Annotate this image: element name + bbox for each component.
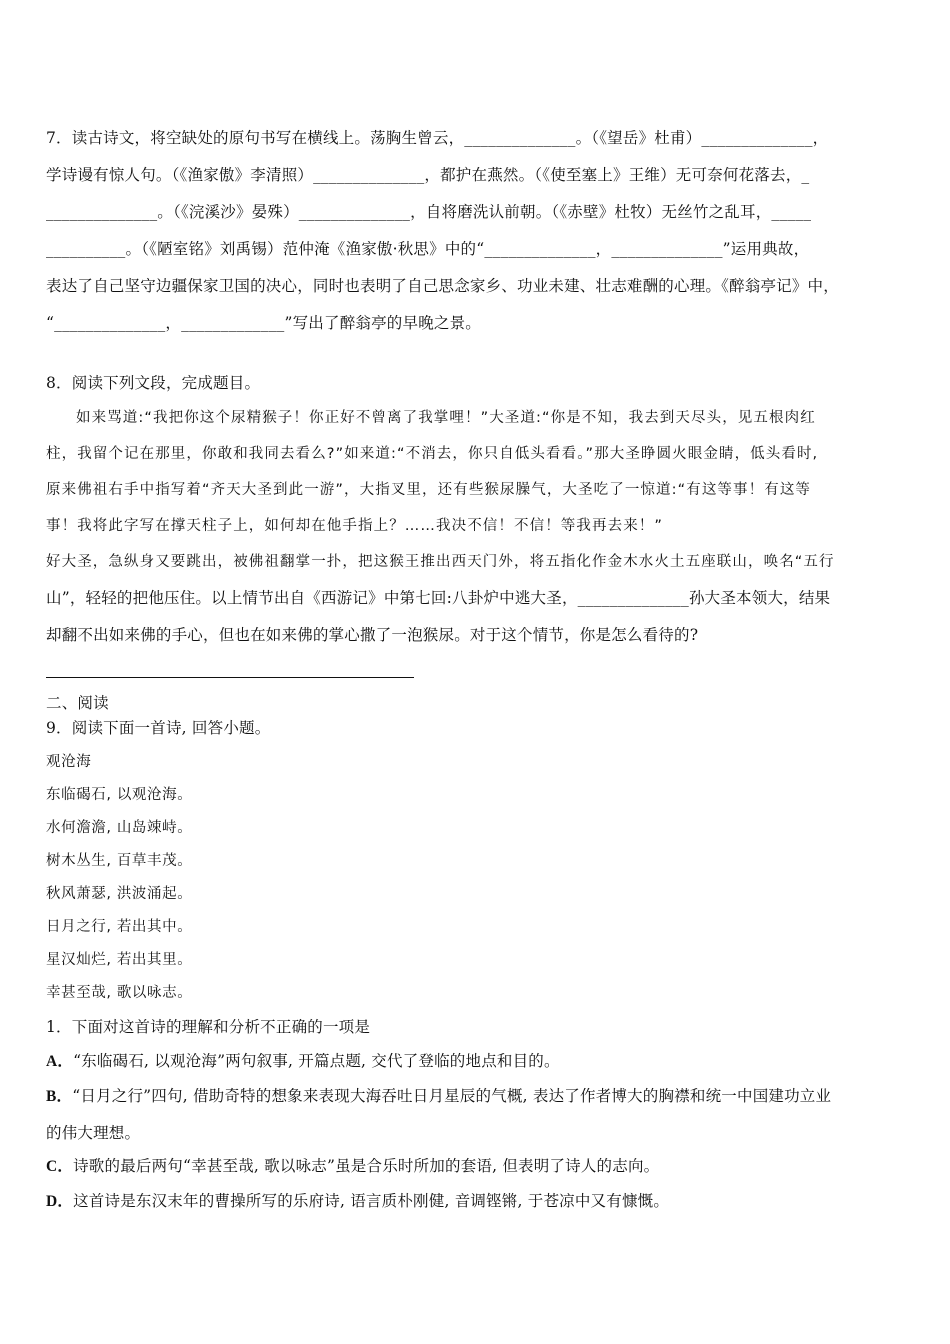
poem-line: 幸甚至哉, 歌以咏志。 [46,985,193,1001]
option-a [46,1051,560,1072]
poem-line: 日月之行, 若出其中。 [46,919,193,935]
option-c [46,1156,659,1177]
q8-question-line-2: 却翻不出如来佛的手心，但也在如来佛的掌心撒了一泡猴尿。对于这个情节，你是怎么看待的? [46,626,699,644]
q7-line-2: 学诗谩有惊人句。（《渔家傲》李清照）______________，都护在燕然。（《使至塞上》王维）无可奈何花落去，_ [46,166,810,184]
section-heading: 二、阅读 [46,694,109,712]
poem-line: 东临碣石, 以观沧海。 [46,787,193,803]
poem-line: 星汉灿烂, 若出其里。 [46,952,193,968]
q7-line-1: 7．读古诗文，将空缺处的原句书写在横线上。荡胸生曾云，______________。（《望岳》杜甫）______________， [46,129,829,147]
option-b-continued: 的伟大理想。 [46,1124,141,1142]
q9-sub-question: 1．下面对这首诗的理解和分析不正确的一项是 [46,1018,371,1036]
option-d [46,1191,669,1212]
option-a-text: “东临碣石, 以观沧海”两句叙事, 开篇点题, 交代了登临的地点和目的。 [73,1052,560,1070]
q9-title: 9．阅读下面一首诗, 回答小题。 [46,719,271,737]
q8-title: 8．阅读下列文段，完成题目。 [46,374,261,392]
q8-passage-line-5: 好大圣，急纵身又要跳出，被佛祖翻掌一扑，把这猴王推出西天门外，将五指化作金木水火土五座联山，唤名“五行 [46,554,835,570]
q7-line-3: ______________。（《浣溪沙》晏殊）______________，自将磨洗认前朝。（《赤壁》杜牧）无丝竹之乱耳，_____ [46,203,812,221]
poem-line: 秋风萧瑟, 洪波涌起。 [46,886,193,902]
poem-line: 树木丛生, 百草丰茂。 [46,853,193,869]
q8-passage-line-4: 事！我将此字写在撑天柱子上，如何却在他手指上？……我决不信！不信！等我再去来！” [46,518,664,534]
option-a-label: A． [46,1053,74,1070]
option-b-text: “日月之行”四句, 借助奇特的想象来表现大海吞吐日月星辰的气概, 表达了作者博大的胸襟和统一中国建功立业 [72,1087,832,1105]
answer-line [46,677,414,678]
q7-line-6: “______________，_____________”写出了醉翁亭的早晚之景。 [46,314,481,332]
option-b-label: B． [46,1088,73,1105]
q8-passage-line-1: 如来骂道:“我把你这个尿精猴子！你正好不曾离了我掌哩！”大圣道:“你是不知，我去到天尽头，见五根肉红 [76,410,816,426]
option-d-text: 这首诗是东汉末年的曹操所写的乐府诗, 语言质朴刚健, 音调铿锵, 于苍凉中又有慷慨。 [73,1192,670,1210]
poem-title: 观沧海 [46,754,92,770]
q8-passage-line-2: 柱，我留个记在那里，你敢和我同去看么?”如来道:“不消去，你只自低头看看。”那大圣睁圆火眼金睛，低头看时, [46,446,819,462]
option-b [46,1086,831,1107]
poem-line: 水何澹澹, 山岛竦峙。 [46,820,193,836]
q8-passage-line-3: 原来佛祖右手中指写着“齐天大圣到此一游”，大指叉里，还有些猴尿臊气，大圣吃了一惊道:“有这等事！有这等 [46,482,812,498]
option-c-text: 诗歌的最后两句“幸甚至哉, 歌以咏志”虽是合乐时所加的套语, 但表明了诗人的志向。 [73,1157,660,1175]
q7-line-5: 表达了自己坚守边疆保家卫国的决心，同时也表明了自己思念家乡、功业未建、壮志难酬的心理。《醉翁亭记》中， [46,277,839,295]
q8-question-line-1: 山”，轻轻的把他压住。以上情节出自《西游记》中第七回:八卦炉中逃大圣，______________孙大圣本领大，结果 [46,589,831,607]
q7-line-4: __________。（《陋室铭》刘禹锡）范仲淹《渔家傲·秋思》中的“______________，______________”运用典故， [46,240,810,258]
option-d-label: D． [46,1193,74,1210]
option-c-label: C． [46,1158,74,1175]
